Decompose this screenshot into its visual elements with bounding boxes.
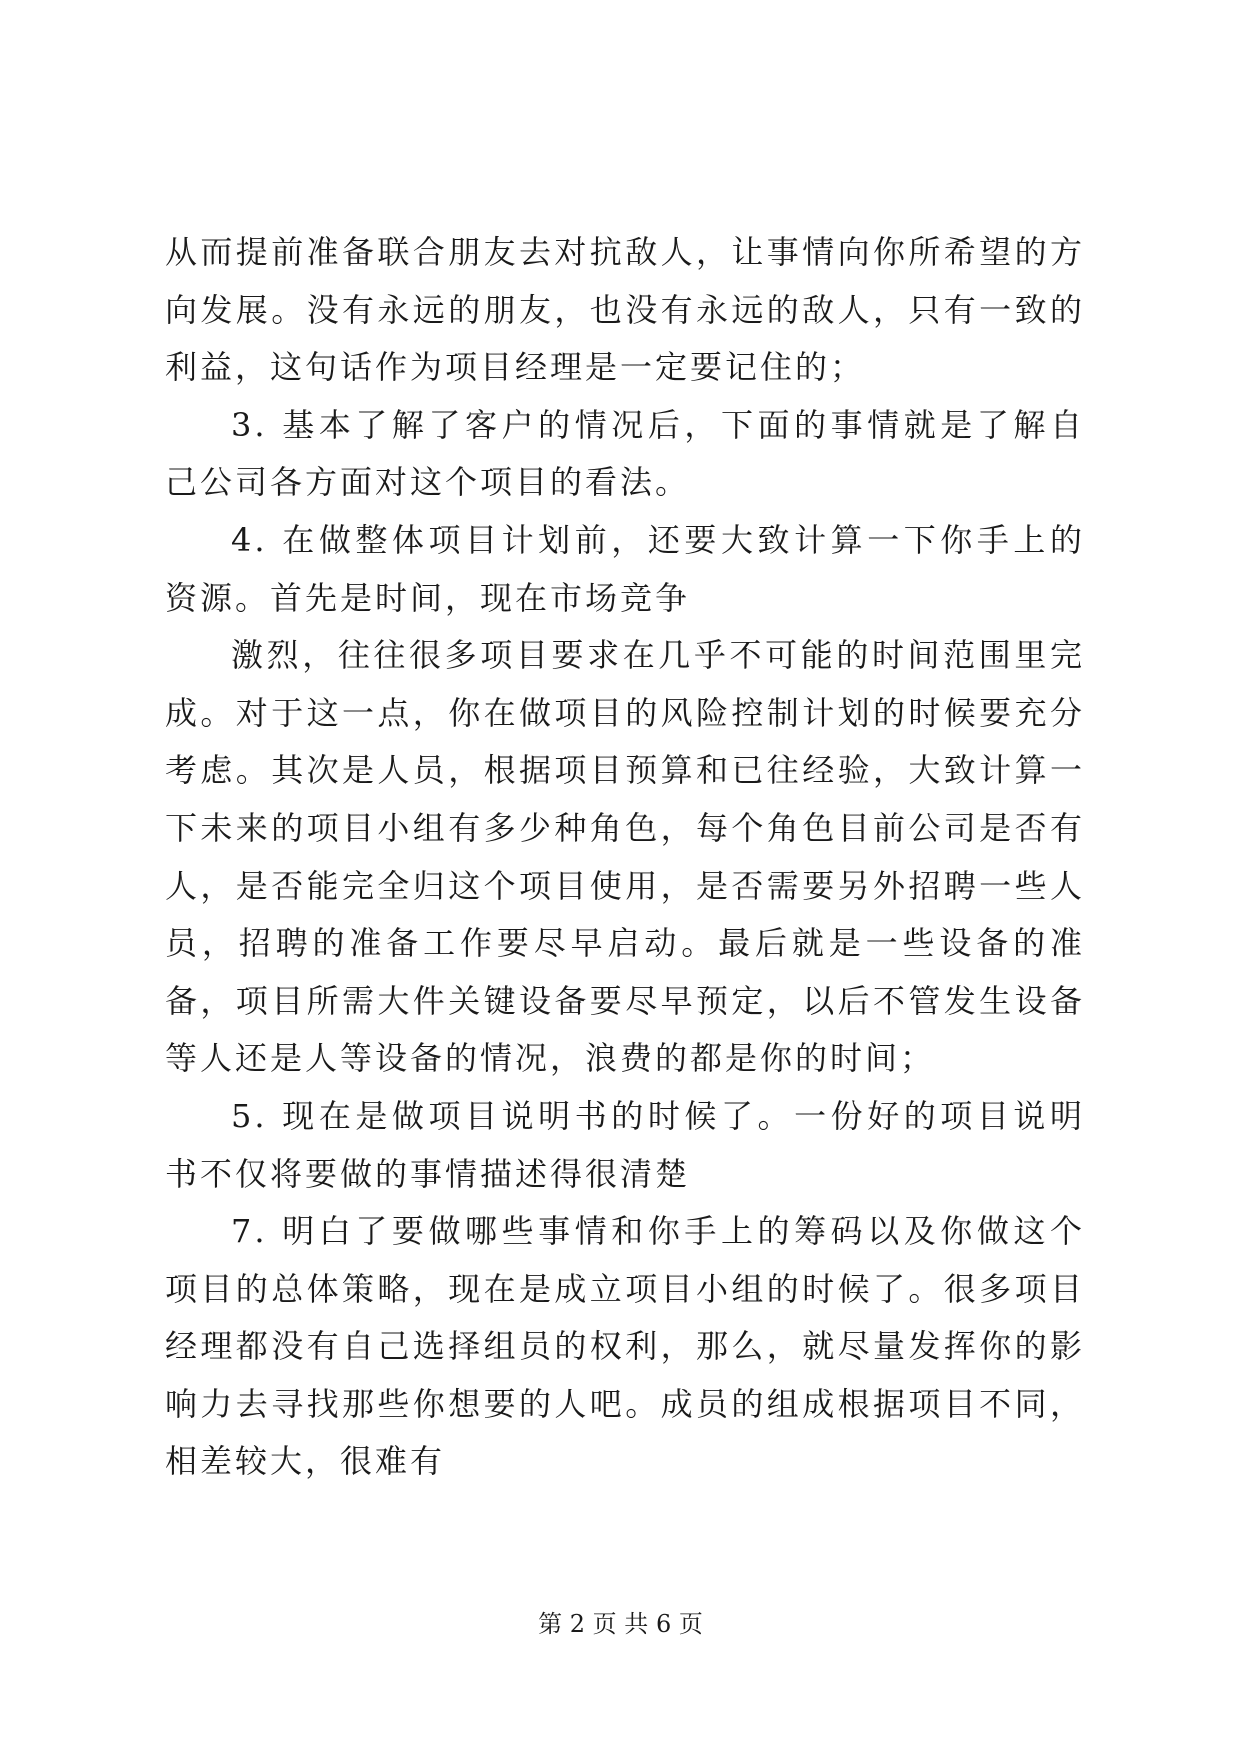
paragraph-item-4: 4. 在做整体项目计划前，还要大致计算一下你手上的资源。首先是时间，现在市场竞争	[165, 520, 1085, 617]
paragraph-item-7: 7. 明白了要做哪些事情和你手上的筹码以及你做这个项目的总体策略，现在是成立项目小组的时候了。很多项目经理都没有自己选择组员的权利，那么，就尽量发挥你的影响力去寻找那些你想要的人吧。成员的组成根据项目不同，相差较大，很难有	[165, 1212, 1085, 1481]
document-body	[165, 224, 1085, 1491]
page-footer: 第 2 页 共 6 页	[538, 1610, 703, 1638]
paragraph-continuation: 从而提前准备联合朋友去对抗敌人，让事情向你所希望的方向发展。没有永远的朋友，也没有永远的敌人，只有一致的利益，这句话作为项目经理是一定要记住的；	[165, 233, 1085, 387]
paragraph-item-4-continued: 激烈，往往很多项目要求在几乎不可能的时间范围里完成。对于这一点，你在做项目的风险控制计划的时候要充分考虑。其次是人员，根据项目预算和已往经验，大致计算一下未来的项目小组有多少种角色，每个角色目前公司是否有人，是否能完全归这个项目使用，是否需要另外招聘一些人员，招聘的准备工作要尽早启动。最后就是一些设备的准备，项目所需大件关键设备要尽早预定，以后不管发生设备等人还是人等设备的情况，浪费的都是你的时间；	[165, 636, 1085, 1078]
paragraph-item-5: 5. 现在是做项目说明书的时候了。一份好的项目说明书不仅将要做的事情描述得很清楚	[165, 1096, 1085, 1193]
paragraph-item-3: 3. 基本了解了客户的情况后，下面的事情就是了解自己公司各方面对这个项目的看法。	[165, 405, 1085, 502]
